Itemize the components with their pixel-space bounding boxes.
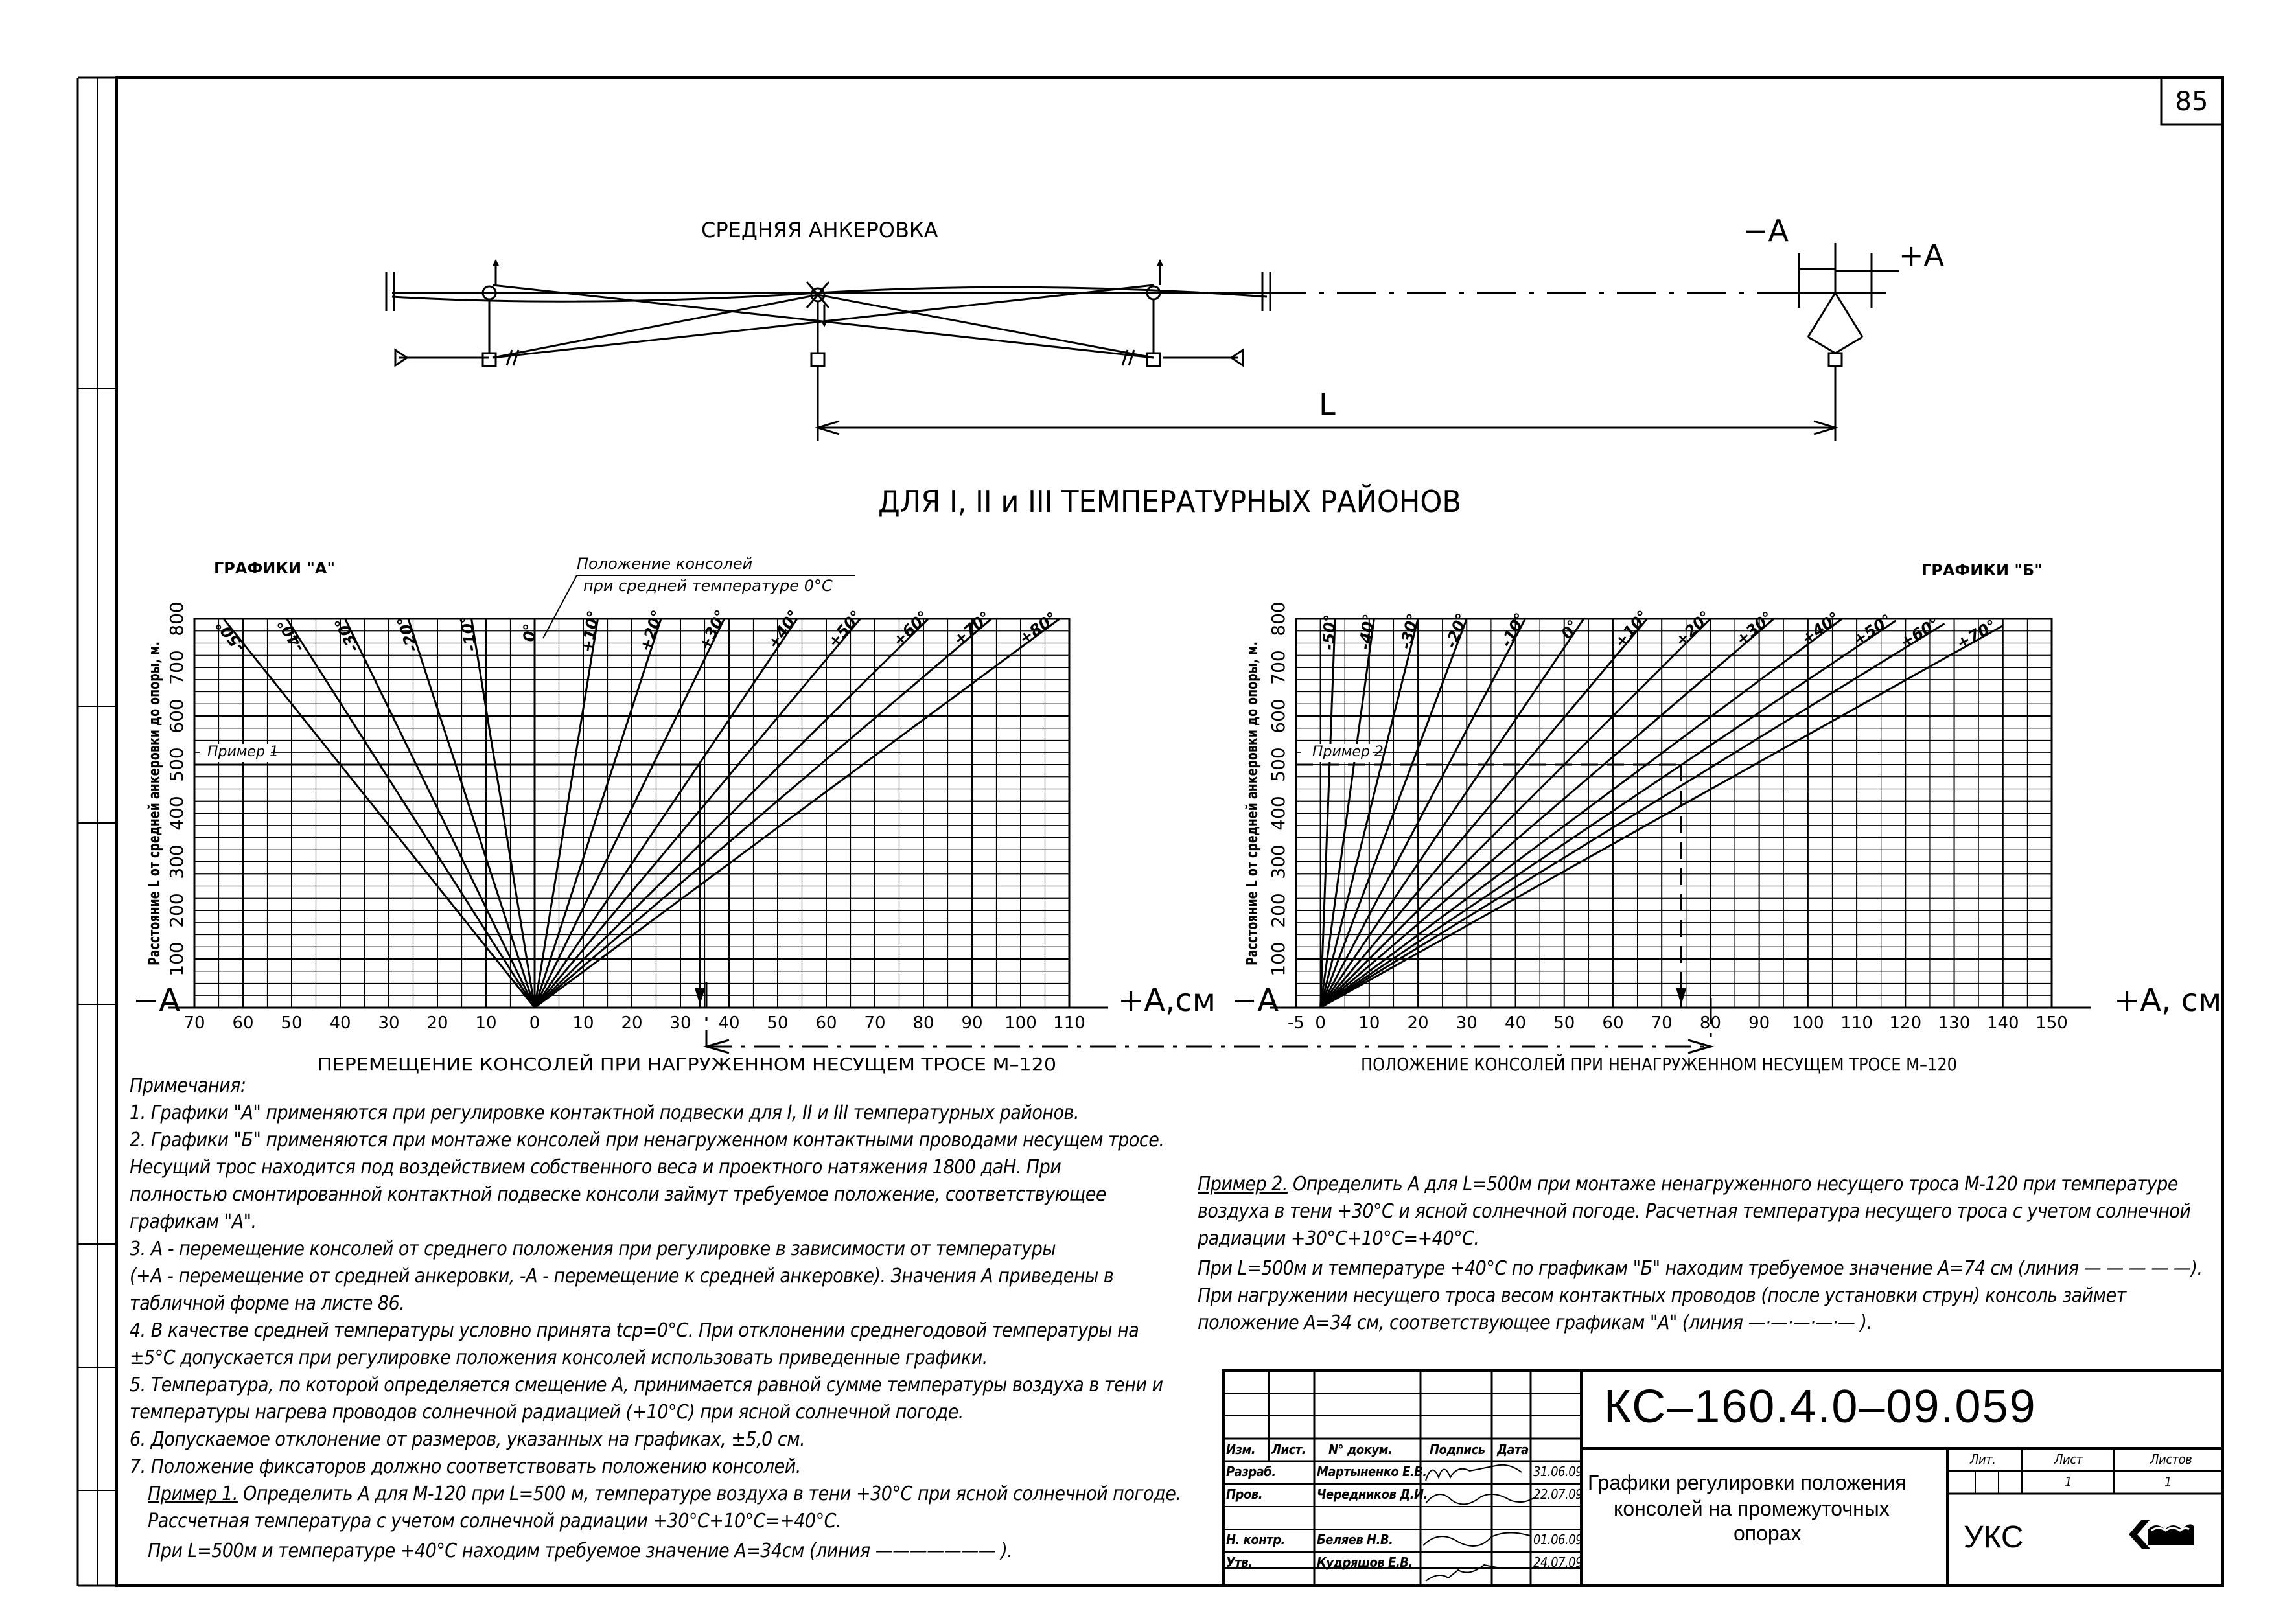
chart-b-x-tick-label: 90 xyxy=(1748,1013,1770,1033)
chart-b-series-label: -10° xyxy=(1497,610,1530,651)
note-line: 5. Температура, по которой определяется смещение А, принимается равной сумме температуры воздуха в тени и xyxy=(130,1374,1163,1396)
chart-b-caption: ГРАФИКИ "Б" xyxy=(1921,561,2043,579)
chart-b-x-label: ПОЛОЖЕНИЕ КОНСОЛЕЙ ПРИ НЕНАГРУЖЕННОМ НЕСУЩЕМ ТРОСЕ М–120 xyxy=(1361,1054,2054,1075)
example2-line: положение А=34 см, соответствующее графикам "А" (линия —·—·—·—·— ). xyxy=(1198,1312,1872,1334)
chart-b-x-tick-label: 150 xyxy=(2035,1013,2068,1033)
chart-a-x-tick-label: 60 xyxy=(232,1013,254,1033)
note-line: Несущий трос находится под воздействием собственного веса и проектного натяжения 1800 даН. При xyxy=(130,1156,1061,1179)
chart-b-minus-axis: −А xyxy=(1231,982,1279,1019)
role-developer: Разраб. xyxy=(1226,1464,1276,1479)
chart-b-series-label: +40° xyxy=(1798,608,1844,649)
chart-b-y-tick-label: 800 xyxy=(1268,601,1289,636)
chart-a-series-label: -20° xyxy=(393,614,423,654)
chart-b-y-tick-label: 200 xyxy=(1268,893,1289,928)
chart-a-example-arrow xyxy=(695,988,705,1005)
drawing-title-3: опорах xyxy=(1734,1521,1802,1545)
chart-b-y-tick-label: 500 xyxy=(1268,747,1289,782)
header-izm: Изм. xyxy=(1226,1442,1256,1457)
chart-a-y-tick-label: 400 xyxy=(166,796,187,831)
chart-b-series-label: +20° xyxy=(1671,607,1715,651)
chart-b-series-line xyxy=(1321,624,1945,1008)
chart-a-series-label: -50° xyxy=(212,616,249,656)
name-developer: Мартыненко Е.В. xyxy=(1317,1464,1427,1479)
chart-b-x-tick-label: 110 xyxy=(1840,1013,1873,1033)
anchoring-schematic xyxy=(386,243,1899,441)
role-approver: Утв. xyxy=(1226,1555,1253,1570)
example2-line xyxy=(1198,1173,2178,1196)
chart-a-x-tick-label: 10 xyxy=(475,1013,497,1033)
chart-a-x-tick-label: 70 xyxy=(864,1013,886,1033)
chart-b-x-tick-label: 80 xyxy=(1699,1013,1721,1033)
chart-b-series-line xyxy=(1321,621,1896,1008)
example2-line: При L=500м и температуре +40°С по графикам "Б" находим требуемое значение А=74 см (линия — — — — —). xyxy=(1198,1257,2203,1280)
plus-a-label: +А xyxy=(1899,238,1945,273)
schematic-title: СРЕДНЯЯ АНКЕРОВКА xyxy=(701,218,938,242)
date-developer: 31.06.09 xyxy=(1533,1464,1583,1479)
chart-a-y-tick-label: 600 xyxy=(166,699,187,734)
header-sign: Подпись xyxy=(1430,1442,1485,1457)
chart-b-x-tick-label: 40 xyxy=(1504,1013,1527,1033)
example2-label: Пример 2. xyxy=(1198,1173,1288,1196)
note-line: температуры нагрева проводов солнечной радиацией (+10°С) при ясной солнечной погоде. xyxy=(130,1401,964,1424)
example1-line xyxy=(148,1483,1181,1505)
note-line: графикам "А". xyxy=(130,1210,257,1233)
example2-line: радиации +30°С+10°С=+40°С. xyxy=(1198,1227,1479,1250)
chart-b-series-label: +70° xyxy=(1953,616,2000,653)
note-line: (+А - перемещение от средней анкеровки, -А - перемещение к средней анкеровке). Значения А приведены в xyxy=(130,1265,1114,1288)
chart-b-x-tick-label: -5 xyxy=(1288,1013,1305,1033)
chart-a-series-label: +50° xyxy=(824,607,866,651)
chart-a-x-tick-label: 40 xyxy=(329,1013,351,1033)
notes-title: Примечания: xyxy=(130,1074,246,1097)
sheet-value: 1 xyxy=(2065,1474,2072,1490)
chart-a-x-tick-label: 80 xyxy=(912,1013,934,1033)
chart-a-plus-axis: +А,см xyxy=(1118,982,1216,1019)
chart-a-y-tick-label: 100 xyxy=(166,942,187,977)
chart-a-series-label: +20° xyxy=(636,608,667,654)
chart-b-y-tick-label: 600 xyxy=(1268,699,1289,734)
chart-a-series-label: -40° xyxy=(273,615,308,656)
chart-b-x-tick-label: 130 xyxy=(1938,1013,1971,1033)
chart-b-x-tick-label: 0 xyxy=(1315,1013,1326,1033)
sheets-header: Листов xyxy=(2150,1451,2192,1467)
chart-a-series-label: -10° xyxy=(456,614,481,653)
chart-a-note-subtitle: при средней температуре 0°С xyxy=(583,577,833,595)
document-code: КС–160.4.0–09.059 xyxy=(1604,1381,2037,1433)
chart-a-x-tick-label: 110 xyxy=(1053,1013,1085,1033)
chart-a-x-tick-label: 10 xyxy=(572,1013,594,1033)
sheets-value: 1 xyxy=(2164,1474,2172,1490)
chart-a-series-label: -30° xyxy=(330,614,364,655)
chart-b-series-label: 0° xyxy=(1557,616,1583,643)
chart-b-series-label: +10° xyxy=(1611,607,1652,651)
note-line: 7. Положение фиксаторов должно соответствовать положению консолей. xyxy=(130,1455,801,1478)
chart-b-example: Пример 2 xyxy=(1312,744,1384,760)
note-line: полностью смонтированной контактной подвеске консоли займут требуемое положение, соответствующее xyxy=(130,1183,1106,1206)
note-line: 4. В качестве средней температуры условно принята tср=0°С. При отклонении среднегодовой температуры на xyxy=(130,1319,1139,1342)
role-norm-control: Н. контр. xyxy=(1226,1532,1285,1547)
chart-b-example-arrow xyxy=(1676,988,1686,1005)
ukc-logo xyxy=(2129,1520,2194,1549)
chart-b-series-label: -40° xyxy=(1355,612,1379,651)
organization: УКС xyxy=(1964,1520,2024,1555)
chart-a-grid xyxy=(168,619,1108,1008)
chart-a-y-tick-label: 200 xyxy=(166,893,187,928)
note-line: табличной форме на листе 86. xyxy=(130,1292,405,1315)
chart-b-series-label: +60° xyxy=(1897,614,1943,652)
chart-a-x-tick-label: 20 xyxy=(426,1013,448,1033)
chart-a-y-tick-label: 700 xyxy=(166,650,187,685)
chart-a-x-tick-label: 90 xyxy=(961,1013,983,1033)
header-doc: N° докум. xyxy=(1328,1442,1393,1457)
date-checker: 22.07.09 xyxy=(1533,1486,1583,1502)
chart-b-x-tick-label: 30 xyxy=(1455,1013,1478,1033)
chart-a-x-tick-label: 30 xyxy=(669,1013,691,1033)
example2-line: При нагружении несущего троса весом контактных проводов (после установки струн) консоль займет xyxy=(1198,1284,2126,1307)
sheet-header: Лист xyxy=(2054,1451,2083,1467)
chart-a-x-tick-label: 60 xyxy=(815,1013,837,1033)
chart-b-x-tick-label: 70 xyxy=(1651,1013,1673,1033)
chart-b-x-tick-label: 60 xyxy=(1602,1013,1624,1033)
header-date: Дата xyxy=(1497,1442,1529,1457)
example2-line: воздуха в тени +30°С и ясной солнечной погоде. Расчетная температура несущего троса с учетом солнечной xyxy=(1198,1200,2191,1223)
chart-a-y-tick-label: 500 xyxy=(166,747,187,782)
chart-a-minus-axis: −А xyxy=(133,982,181,1019)
signatures xyxy=(1423,1465,1536,1581)
chart-a-series-label: 0° xyxy=(520,623,539,642)
chart-b-series-label: +30° xyxy=(1732,607,1777,649)
date-norm-control: 01.06.09 xyxy=(1533,1532,1583,1547)
chart-a-y-tick-label: 300 xyxy=(166,844,187,879)
chart-b-series-label: -30° xyxy=(1396,611,1423,651)
chart-a-x-label: ПЕРЕМЕЩЕНИЕ КОНСОЛЕЙ ПРИ НАГРУЖЕННОМ НЕСУЩЕМ ТРОСЕ М–120 xyxy=(318,1054,1004,1075)
main-title: ДЛЯ I, II и III ТЕМПЕРАТУРНЫХ РАЙОНОВ xyxy=(878,484,1461,519)
minus-a-label: −А xyxy=(1743,213,1789,248)
note-line: 1. Графики "А" применяются при регулировке контактной подвески для I, II и III температурных районов. xyxy=(130,1102,1079,1124)
chart-a-series-label: +40° xyxy=(764,607,804,653)
header-list: Лист. xyxy=(1271,1442,1306,1457)
span-length-label: L xyxy=(1319,387,1336,422)
name-checker: Чередников Д.И. xyxy=(1317,1486,1428,1502)
chart-b-x-tick-label: 50 xyxy=(1553,1013,1575,1033)
chart-a-caption: ГРАФИКИ "А" xyxy=(214,559,335,577)
page-number: 85 xyxy=(2175,87,2209,117)
lit-header: Лит. xyxy=(1970,1451,1996,1467)
example1-line: При L=500м и температуре +40°С находим требуемое значение А=34см (линия ——————— ). xyxy=(148,1540,1013,1562)
example1-label: Пример 1. xyxy=(148,1483,238,1505)
chart-b-x-tick-label: 20 xyxy=(1407,1013,1429,1033)
chart-b-plus-axis: +А, см xyxy=(2114,982,2222,1019)
chart-b-y-label: Расстояние L от средней анкеровки до опоры, м. xyxy=(1243,519,1261,965)
chart-b-y-tick-label: 700 xyxy=(1268,650,1289,685)
note-line: 3. А - перемещение консолей от среднего положения при регулировке в зависимости от температуры xyxy=(130,1238,1056,1260)
date-approver: 24.07.09 xyxy=(1533,1555,1583,1570)
chart-a-series-label: +10° xyxy=(578,609,603,654)
drawing-title-1: Графики регулировки положения xyxy=(1588,1471,1907,1494)
chart-b-y-tick-label: 100 xyxy=(1268,942,1289,977)
chart-a-x-tick-label: 20 xyxy=(621,1013,643,1033)
note-line: ±5°С допускается при регулировке положения консолей использовать приведенные графики. xyxy=(130,1347,988,1369)
chart-a-series-label: +60° xyxy=(889,607,933,651)
chart-b-series-label: +50° xyxy=(1850,610,1896,650)
chart-a-y-tick-label: 800 xyxy=(166,601,187,636)
example2-text: Определить А для L=500м при монтаже ненагруженного несущего троса М-120 при температуре xyxy=(1287,1173,2178,1196)
chart-a-x-tick-label: 50 xyxy=(767,1013,789,1033)
chart-a-note-title: Положение консолей xyxy=(577,555,753,573)
chart-b-x-tick-label: 100 xyxy=(1792,1013,1824,1033)
chart-b-series-label: -20° xyxy=(1442,610,1472,651)
note-line: 2. Графики "Б" применяются при монтаже консолей при ненагруженном контактными проводами несущем тросе. xyxy=(130,1129,1165,1151)
chart-a-series-label: +30° xyxy=(695,607,731,654)
name-norm-control: Беляев Н.В. xyxy=(1317,1532,1393,1547)
chart-b-tick-labels xyxy=(1268,601,2068,1033)
chart-a-series-label: +80° xyxy=(1015,608,1061,649)
example1-text: Определить А для М-120 при L=500 м, температуре воздуха в тени +30°С при ясной солнечной погоде. xyxy=(237,1483,1181,1505)
chart-a-x-tick-label: 70 xyxy=(183,1013,205,1033)
chart-b-series-label: -50° xyxy=(1319,614,1339,651)
chart-a-x-tick-label: 100 xyxy=(1004,1013,1037,1033)
chart-a-x-tick-label: 0 xyxy=(529,1013,540,1033)
chart-a-example: Пример 1 xyxy=(207,744,279,760)
note-line: 6. Допускаемое отклонение от размеров, указанных на графиках, ±5,0 см. xyxy=(130,1428,806,1451)
chart-b-x-tick-label: 10 xyxy=(1358,1013,1380,1033)
chart-a-y-label: Расстояние L от средней анкеровки до опоры, м. xyxy=(145,519,163,965)
chart-a-x-tick-label: 30 xyxy=(378,1013,400,1033)
chart-a-x-tick-label: 50 xyxy=(281,1013,303,1033)
name-approver: Кудряшов Е.В. xyxy=(1317,1555,1413,1570)
drawing-title-2: консолей на промежуточных xyxy=(1614,1497,1890,1520)
chart-b-x-tick-label: 120 xyxy=(1889,1013,1922,1033)
role-checker: Пров. xyxy=(1226,1486,1263,1502)
chart-b-y-tick-label: 400 xyxy=(1268,796,1289,831)
example1-line: Рассчетная температура с учетом солнечной радиации +30°С+10°С=+40°С. xyxy=(148,1510,841,1532)
chart-a-x-tick-label: 40 xyxy=(718,1013,740,1033)
chart-b-x-tick-label: 140 xyxy=(1986,1013,2019,1033)
chart-b-y-tick-label: 300 xyxy=(1268,844,1289,879)
chart-a-series-label: +70° xyxy=(950,608,995,649)
